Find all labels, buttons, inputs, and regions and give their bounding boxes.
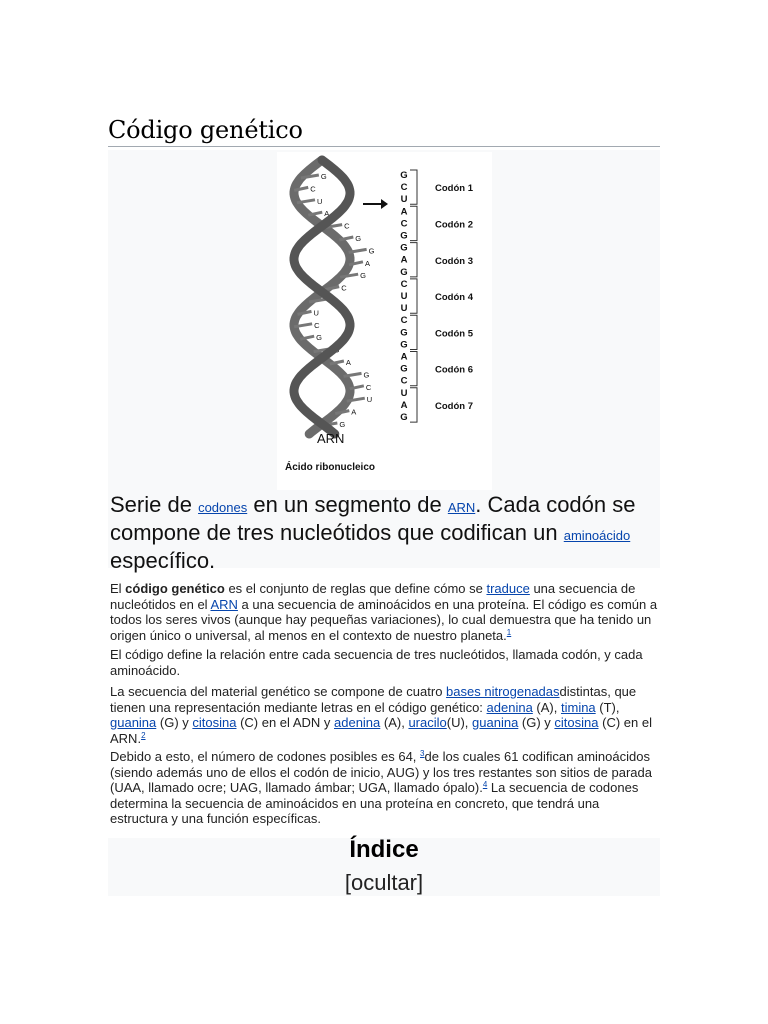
toc-title: Índice bbox=[349, 836, 419, 863]
nucleotide-sequence bbox=[400, 170, 407, 423]
arrow-icon bbox=[363, 199, 388, 209]
text: (G) y bbox=[518, 715, 555, 730]
reference-link[interactable]: 3 bbox=[420, 749, 425, 758]
base-letter: A bbox=[351, 407, 357, 417]
reference-link[interactable]: 4 bbox=[482, 780, 488, 789]
codon-bracket bbox=[410, 170, 417, 204]
nucleotide-letter: G bbox=[400, 327, 408, 339]
base-letter: G bbox=[368, 246, 375, 256]
base-letter: U bbox=[329, 296, 335, 305]
nucleotide-letter: A bbox=[400, 351, 408, 363]
link-bases-nitrogenadas[interactable]: bases nitrogenadas bbox=[446, 684, 560, 699]
link-aminoacido[interactable]: aminoácido bbox=[563, 528, 631, 543]
text: La secuencia de codones determina la secuencia de aminoácidos en una proteína en concreto, que tendrá una estructura y una función específicas. bbox=[110, 780, 639, 826]
base-letter: C bbox=[310, 184, 316, 194]
nucleotide-letter: G bbox=[400, 170, 408, 181]
link-arn[interactable]: ARN bbox=[210, 596, 238, 612]
codon-label: Codón 5 bbox=[435, 328, 473, 340]
base-letter: G bbox=[316, 333, 323, 343]
text: de los cuales 61 codifican aminoácidos (siendo además uno de ellos el codón de inicio, AUG) y los tres restantes son sitios de parada (UAA, llamado ocre; UAG, llamado ámbar; UGA, llamado ópalo). bbox=[110, 749, 652, 795]
nucleotide-letter: U bbox=[400, 303, 408, 315]
text: (C) en el ADN y bbox=[236, 715, 334, 730]
base-letter: A bbox=[345, 358, 351, 367]
text: (C) en el ARN. bbox=[110, 715, 652, 746]
codon-bracket bbox=[410, 388, 417, 422]
codon-bracket bbox=[410, 352, 417, 386]
caption-text: . Cada codón se compone de tres nucleótidos que codifican un bbox=[110, 492, 636, 545]
paragraph-codon: El código define la relación entre cada secuencia de tres nucleótidos, llamada codón, y cada aminoácido. bbox=[110, 647, 643, 678]
base-letter: C bbox=[365, 382, 372, 392]
base-letter: U bbox=[366, 395, 373, 405]
base-letter: G bbox=[339, 420, 346, 429]
codon-label: Codón 4 bbox=[435, 292, 473, 304]
link-adenina[interactable]: adenina bbox=[486, 699, 533, 715]
codon-bracket bbox=[410, 279, 417, 313]
nucleotide-letter: C bbox=[400, 375, 408, 387]
base-letter: C bbox=[314, 320, 320, 330]
figure-caption bbox=[110, 492, 650, 573]
nucleotide-letter: A bbox=[400, 254, 408, 266]
nucleotide-letter: A bbox=[400, 399, 408, 411]
base-letter: G bbox=[363, 370, 370, 380]
text: (A), bbox=[532, 699, 561, 715]
text: es el conjunto de reglas que define cómo se bbox=[224, 581, 487, 596]
link-uracilo[interactable]: uracilo bbox=[408, 715, 447, 730]
paragraph-bases bbox=[110, 684, 660, 746]
text: a una secuencia de aminoácidos en una proteína. El código es común a todos los seres vivos (aunque hay pequeñas variaciones), lo cual demuestra que ha tenido un origen único o universal, al menos en el contexto de nuestro planeta. bbox=[110, 596, 658, 643]
text: (G) y bbox=[156, 715, 193, 730]
nucleotide-letter: G bbox=[400, 242, 408, 254]
base-letter: G bbox=[320, 172, 327, 181]
text: La secuencia del material genético se compone de cuatro bbox=[110, 684, 447, 699]
link-traduce[interactable]: traduce bbox=[486, 581, 530, 596]
nucleotide-letter: G bbox=[400, 230, 408, 242]
nucleotide-letter: G bbox=[400, 339, 408, 351]
nucleotide-letter: C bbox=[400, 218, 408, 230]
nucleotide-letter: C bbox=[400, 315, 408, 327]
link-timina[interactable]: timina bbox=[560, 699, 596, 715]
text: El bbox=[110, 581, 126, 596]
link-guanina[interactable]: guanina bbox=[110, 715, 157, 730]
page-title: Código genético bbox=[108, 116, 303, 144]
nucleotide-letter: G bbox=[400, 363, 408, 375]
codon-bracket bbox=[410, 206, 417, 240]
link-codones[interactable]: codones bbox=[198, 500, 248, 515]
codon-label: Codón 2 bbox=[435, 219, 473, 231]
reference-link[interactable]: 1 bbox=[506, 627, 512, 637]
nucleotide-letter: U bbox=[400, 194, 408, 206]
toc-toggle-button[interactable]: [ocultar] bbox=[344, 870, 424, 895]
rna-helix-illustration bbox=[294, 160, 375, 434]
paragraph-intro bbox=[110, 581, 660, 643]
text: Debido a esto, el número de codones posibles es 64, bbox=[110, 749, 421, 764]
base-letter: A bbox=[364, 258, 370, 268]
codon-label: Codón 1 bbox=[435, 183, 473, 195]
caption-text: en un segmento de bbox=[247, 492, 448, 517]
base-letter: G bbox=[333, 345, 340, 355]
title-divider bbox=[108, 146, 660, 147]
base-letter: U bbox=[313, 308, 319, 318]
bold-term: código genético bbox=[125, 581, 225, 596]
link-adenina[interactable]: adenina bbox=[334, 715, 381, 730]
text: (T), bbox=[595, 699, 620, 715]
caption-text: Serie de bbox=[110, 492, 199, 517]
base-letter: C bbox=[341, 283, 347, 293]
nucleotide-letter: A bbox=[400, 206, 408, 218]
link-guanina[interactable]: guanina bbox=[472, 715, 519, 730]
base-letter: U bbox=[316, 196, 323, 206]
strand-label: ARN bbox=[317, 431, 345, 446]
text: (A), bbox=[380, 715, 409, 730]
nucleotide-letter: C bbox=[400, 182, 408, 194]
nucleotide-letter: C bbox=[400, 278, 408, 290]
rna-codon-diagram[interactable] bbox=[277, 152, 492, 490]
base-letter: G bbox=[355, 234, 362, 243]
text: (U), bbox=[446, 715, 473, 730]
reference-link[interactable]: 2 bbox=[141, 730, 146, 740]
codon-bracket bbox=[410, 315, 417, 349]
nucleotide-letter: G bbox=[400, 266, 408, 278]
nucleotide-letter: U bbox=[400, 291, 408, 302]
link-arn[interactable]: ARN bbox=[447, 500, 476, 515]
base-letter: C bbox=[344, 221, 350, 231]
link-citosina[interactable]: citosina bbox=[192, 715, 237, 730]
paragraph-codons-count bbox=[110, 749, 660, 827]
link-citosina[interactable]: citosina bbox=[554, 715, 599, 730]
figure-subtitle: Ácido ribonucleico bbox=[285, 462, 376, 473]
caption-text: específico. bbox=[110, 548, 216, 573]
text: distintas, que tienen una representación mediante letras en el código genético: bbox=[110, 684, 637, 715]
codon-bracket bbox=[410, 243, 417, 277]
codon-label: Codón 6 bbox=[435, 364, 473, 376]
codon-brackets bbox=[410, 170, 474, 422]
text: una secuencia de nucleótidos en el bbox=[110, 581, 636, 612]
nucleotide-letter: U bbox=[400, 387, 408, 399]
base-letter: A bbox=[324, 209, 330, 219]
codon-label: Codón 7 bbox=[435, 400, 473, 412]
base-letter: G bbox=[360, 271, 366, 281]
nucleotide-letter: G bbox=[400, 412, 408, 423]
codon-label: Codón 3 bbox=[435, 255, 473, 267]
